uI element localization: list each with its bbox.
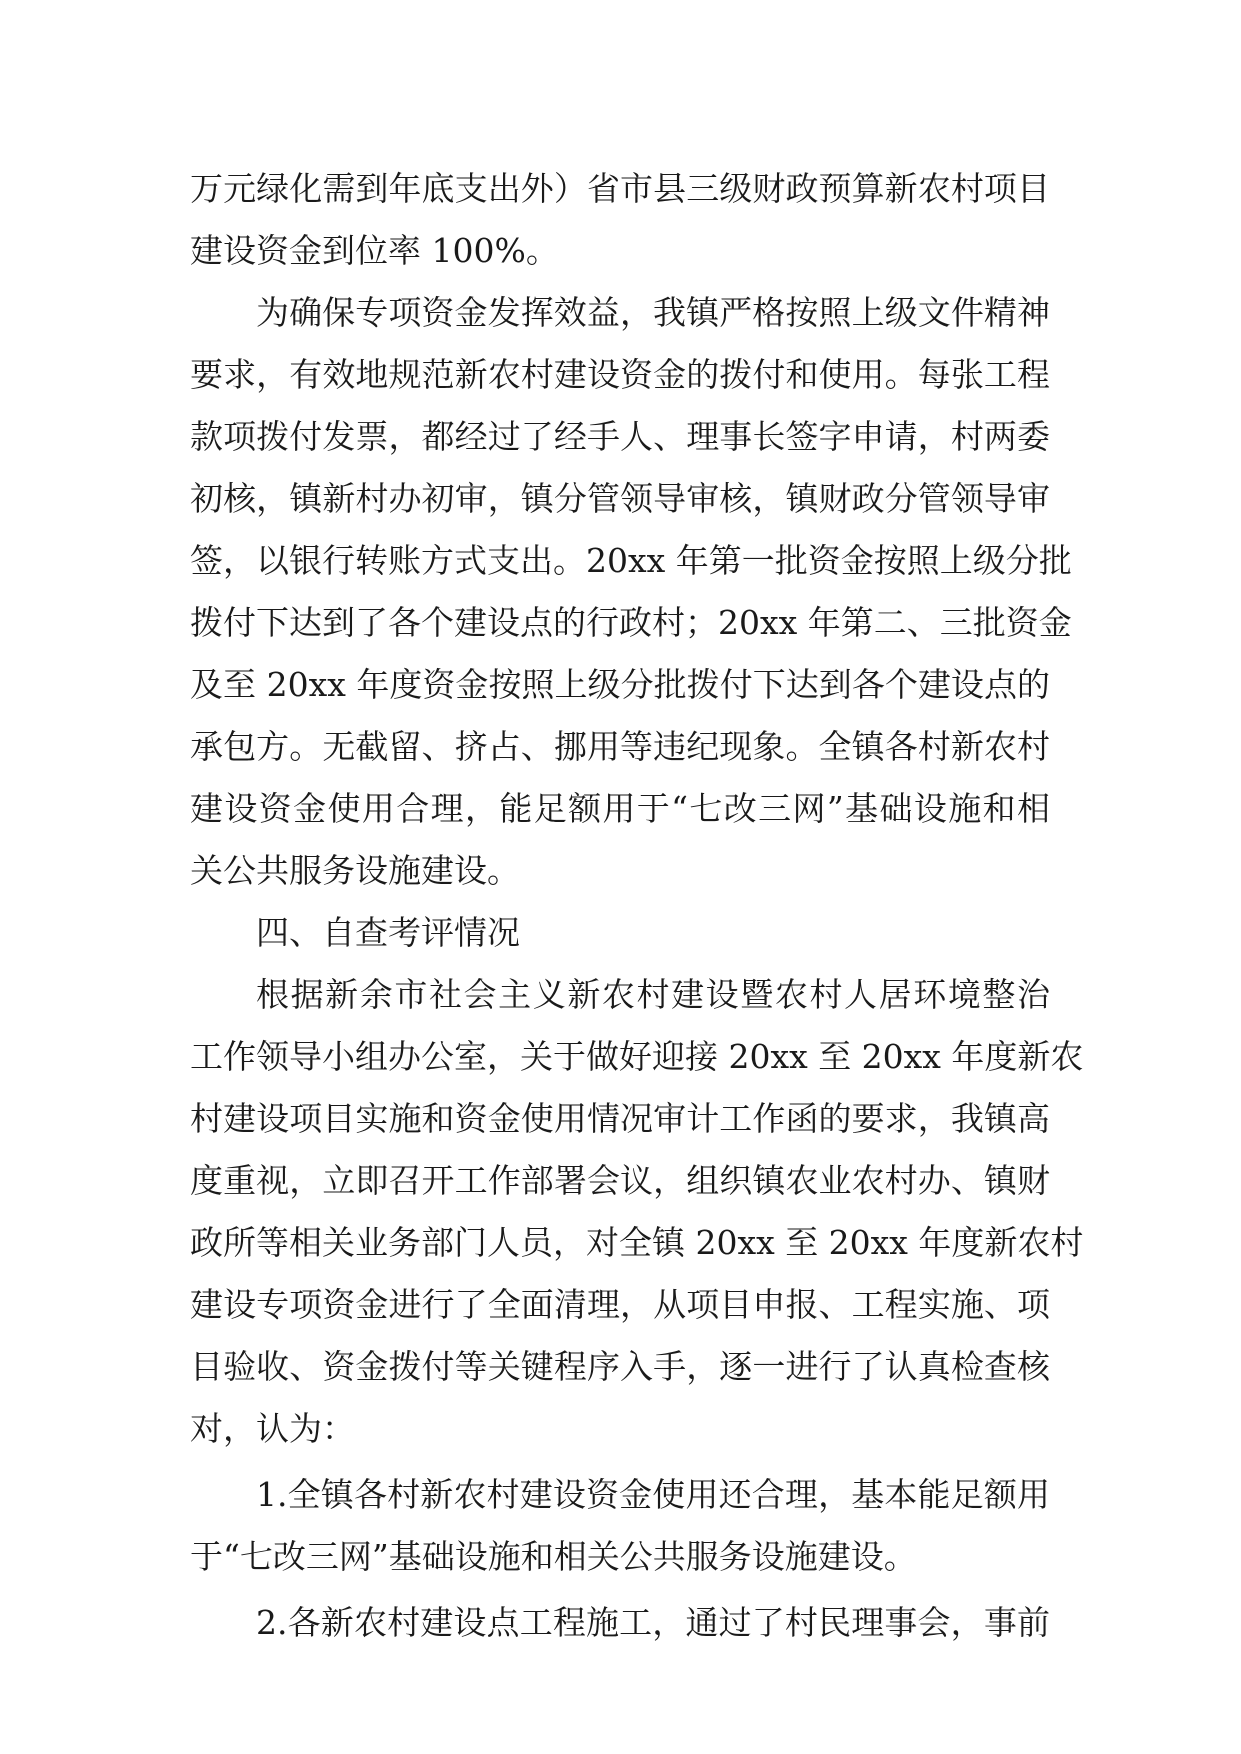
text-line: 建设资金到位率 100%。: [190, 231, 559, 270]
text-line: 根据新余市社会主义新农村建设暨农村人居环境整治: [256, 975, 1050, 1014]
text-line: 关公共服务设施建设。: [190, 851, 520, 890]
text-line: 对，认为：: [190, 1409, 355, 1448]
paragraph-fund-usage: [190, 282, 1072, 902]
paragraph-self-inspection: [190, 964, 1084, 1460]
text-line: 及至 20xx 年度资金按照上级分批拨付下达到各个建设点的: [190, 665, 1050, 704]
text-line: 为确保专项资金发挥效益，我镇严格按照上级文件精神: [256, 293, 1050, 332]
text-line: 建设资金使用合理，能足额用于“七改三网”基础设施和相: [190, 789, 1050, 828]
text-line: 2.各新农村建设点工程施工，通过了村民理事会，事前: [256, 1603, 1050, 1642]
text-line: 度重视，立即召开工作部署会议，组织镇农业农村办、镇财: [190, 1161, 1050, 1200]
list-item-1: [190, 1464, 1050, 1588]
list-item-2: [190, 1592, 1050, 1654]
text-line: 村建设项目实施和资金使用情况审计工作函的要求，我镇高: [190, 1099, 1050, 1138]
text-line: 要求，有效地规范新农村建设资金的拨付和使用。每张工程: [190, 355, 1050, 394]
text-line: 1.全镇各村新农村建设资金使用还合理，基本能足额用: [256, 1475, 1050, 1514]
text-line: 款项拨付发票，都经过了经手人、理事长签字申请，村两委: [190, 417, 1050, 456]
heading-text: 四、自查考评情况: [256, 913, 520, 952]
text-line: 目验收、资金拨付等关键程序入手，逐一进行了认真检查核: [190, 1347, 1050, 1386]
document-body: [190, 158, 1084, 1654]
text-line: 拨付下达到了各个建设点的行政村；20xx 年第二、三批资金: [190, 603, 1072, 642]
text-line: 建设专项资金进行了全面清理，从项目申报、工程实施、项: [190, 1285, 1050, 1324]
text-line: 初核，镇新村办初审，镇分管领导审核，镇财政分管领导审: [190, 479, 1050, 518]
text-line: 于“七改三网”基础设施和相关公共服务设施建设。: [190, 1537, 917, 1576]
text-line: 工作领导小组办公室，关于做好迎接 20xx 至 20xx 年度新农: [190, 1037, 1084, 1076]
text-line: 签，以银行转账方式支出。20xx 年第一批资金按照上级分批: [190, 541, 1072, 580]
section-heading: [190, 902, 1050, 964]
paragraph-funding-rate: [190, 158, 1050, 282]
text-line: 承包方。无截留、挤占、挪用等违纪现象。全镇各村新农村: [190, 727, 1050, 766]
text-line: 万元绿化需到年底支出外）省市县三级财政预算新农村项目: [190, 169, 1050, 208]
text-line: 政所等相关业务部门人员，对全镇 20xx 至 20xx 年度新农村: [190, 1223, 1084, 1262]
